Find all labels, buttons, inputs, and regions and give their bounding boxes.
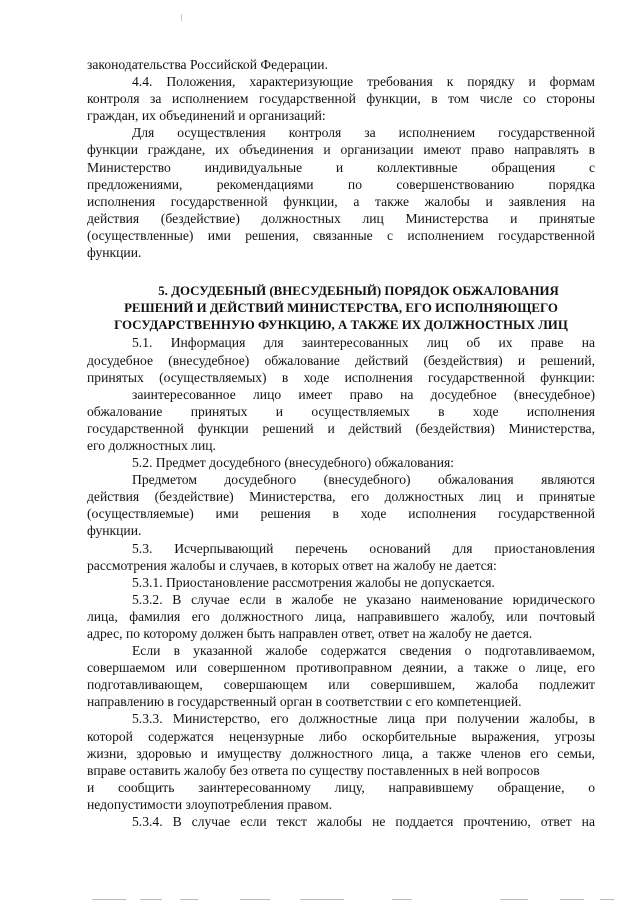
text-line: совершаемом или совершенном противоправном деянии, а также о лице, его xyxy=(87,660,595,676)
text-line: Министерство индивидуальные и коллективные обращения с xyxy=(87,159,595,175)
text-line: граждан, их объединений и организаций: xyxy=(87,108,326,124)
text-line: Для осуществления контроля за исполнением государственной xyxy=(132,125,595,141)
text-line: 5.3.1. Приостановление рассмотрения жалобы не допускается. xyxy=(132,574,495,590)
text-line: принятых (осуществляемых) в ходе исполнения государственной функции: xyxy=(87,369,595,385)
text-line: функции. xyxy=(87,523,142,539)
text-line: исполнения государственной функции, а также жалобы и заявления на xyxy=(87,193,595,209)
section-heading xyxy=(87,283,595,334)
text-line: лица, фамилия его должностного лица, направившего жалобу, или почтовый xyxy=(87,608,595,624)
text-line: Предметом досудебного (внесудебного) обжалования являются xyxy=(132,472,595,488)
text-line: досудебное (внесудебное) обжалование действий (бездействия) и решений, xyxy=(87,352,595,368)
text-line: обжалование принятых и осуществляемых в ходе исполнения xyxy=(87,403,595,419)
document-page xyxy=(87,56,595,830)
text-line: заинтересованное лицо имеет право на досудебное (внесудебное) xyxy=(132,386,595,402)
text-line: государственной функции решений и действий (бездействия) Министерства, xyxy=(87,420,595,436)
text-line: 5.1. Информация для заинтересованных лиц об их праве на xyxy=(132,335,595,351)
text-line: рассмотрения жалобы и случаев, в которых ответ на жалобу не дается: xyxy=(87,557,497,573)
text-line: вправе оставить жалобу без ответа по существу поставленных в ней вопросов xyxy=(87,762,540,778)
text-line: адрес, по которому должен быть направлен ответ, ответ на жалобу не дается. xyxy=(87,626,533,641)
text-line: функции граждане, их объединения и организации имеют право направлять в xyxy=(87,142,595,158)
text-line: и сообщить заинтересованному лицу, направившему обращение, о xyxy=(87,779,595,795)
text-line: 5.3.4. В случае если текст жалобы не поддается прочтению, ответ на xyxy=(132,814,595,830)
heading-line: 5. ДОСУДЕБНЫЙ (ВНЕСУДЕБНЫЙ) ПОРЯДОК ОБЖАЛОВАНИЯ xyxy=(158,284,559,299)
text-line: 5.2. Предмет досудебного (внесудебного) обжалования: xyxy=(132,455,455,471)
text-line: 5.3.2. В случае если в жалобе не указано наименование юридического xyxy=(132,591,595,607)
text-line: законодательства Российской Федерации. xyxy=(87,57,328,72)
heading-line: РЕШЕНИЙ И ДЕЙСТВИЙ МИНИСТЕРСТВА, ЕГО ИСПОЛНЯЮЩЕГО xyxy=(124,301,558,316)
text-line: его должностных лиц. xyxy=(87,437,216,453)
text-line: контроля за исполнением государственной функции, в том числе со стороны xyxy=(87,91,595,107)
text-line: которой содержатся нецензурные либо оскорбительные выражения, угрозы xyxy=(87,728,595,744)
text-line: 5.3.3. Министерство, его должностные лица при получении жалобы, в xyxy=(132,711,595,727)
scan-speck xyxy=(181,14,182,21)
text-line: (осуществленные) ими решения, связанные с исполнением государственной xyxy=(87,227,595,243)
text-line: (осуществляемые) ими решения в ходе исполнения государственной xyxy=(87,506,595,522)
text-line: 4.4. Положения, характеризующие требования к порядку и формам xyxy=(132,74,595,90)
text-line: подготавливающем, совершающем или совершившем, жалоба подлежит xyxy=(87,677,595,693)
text-line: направлению в государственный орган в соответствии с его компетенцией. xyxy=(87,694,522,710)
text-line: Если в указанной жалобе содержатся сведения о подготавливаемом, xyxy=(132,643,595,659)
text-line: недопустимости злоупотребления правом. xyxy=(87,796,333,812)
text-line: действия (бездействие) Министерства, его должностных лиц и принятые xyxy=(87,489,595,505)
heading-line: ГОСУДАРСТВЕННУЮ ФУНКЦИЮ, А ТАКЖЕ ИХ ДОЛЖНОСТНЫХ ЛИЦ xyxy=(114,318,568,333)
text-line: функции. xyxy=(87,245,142,261)
text-line: действия (бездействие) должностных лиц Министерства и принятые xyxy=(87,210,595,226)
text-line: предложениями, рекомендациями по совершенствованию порядка xyxy=(87,176,595,192)
text-line: 5.3. Исчерпывающий перечень оснований для приостановления xyxy=(132,540,595,556)
text-line: жизни, здоровью и имуществу должностного лица, а также членов его семьи, xyxy=(87,745,595,761)
